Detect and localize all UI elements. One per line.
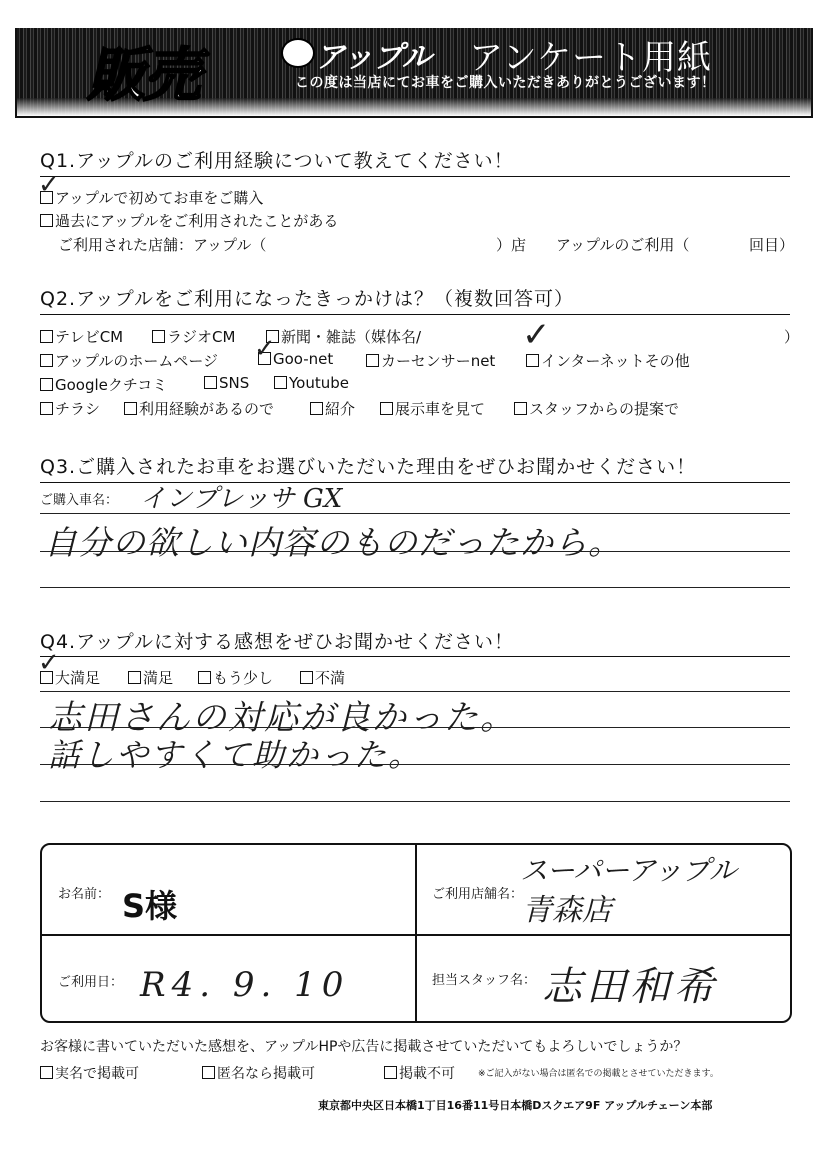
banner-title: アンケート用紙 <box>469 38 712 78</box>
checkbox-icon[interactable] <box>128 671 141 684</box>
date-value: R4. 9. 10 <box>140 965 350 1005</box>
customer-info-table <box>40 843 792 1023</box>
q1-option-first-purchase[interactable]: アップルで初めてお車をご購入 <box>40 187 263 208</box>
q4-rule <box>40 656 790 657</box>
q2-rule <box>40 314 790 315</box>
store-value-line1: スーパーアップル <box>520 854 737 887</box>
q1-store-label: ご利用された店舗：アップル（ <box>58 236 267 254</box>
checkbox-icon[interactable] <box>300 671 313 684</box>
checkmark-icon: ✓ <box>522 315 551 355</box>
name-label: お名前： <box>58 887 111 902</box>
q4-option-very-satisfied[interactable]: 大満足 <box>40 667 100 688</box>
checkbox-icon[interactable] <box>198 671 211 684</box>
q1-title: Q1.アップルのご利用経験について教えてください！ <box>40 150 514 172</box>
checkbox-icon[interactable] <box>202 1066 215 1079</box>
checkbox-icon[interactable] <box>380 402 393 415</box>
checkmark-icon: ✓ <box>254 334 276 364</box>
checkmark-icon: ✓ <box>38 170 60 200</box>
q2-option-internet-other[interactable]: インターネットその他 <box>526 350 690 371</box>
q3-car-label: ご購入車名： <box>40 493 119 508</box>
q3-car-value: インプレッサ GX <box>140 484 343 514</box>
publish-note: ※ご記入がない場合は匿名での掲載とさせていただきます。 <box>478 1069 719 1079</box>
q2-option-used-before[interactable]: 利用経験があるので <box>124 398 274 419</box>
checkbox-icon[interactable] <box>514 402 527 415</box>
q2-option-referral[interactable]: 紹介 <box>310 398 355 419</box>
date-label: ご利用日： <box>58 975 124 990</box>
checkbox-icon[interactable] <box>40 378 53 391</box>
q2-option-google-reviews[interactable]: Googleクチコミ <box>40 374 167 395</box>
q3-answer: 自分の欲しい内容のものだったから。 <box>44 523 622 562</box>
checkbox-icon[interactable] <box>40 1066 53 1079</box>
q2-option-display-car[interactable]: 展示車を見て <box>380 398 485 419</box>
q4-answer-line2: 話しやすくて助かった。 <box>48 736 423 774</box>
q2-option-staff-suggestion[interactable]: スタッフからの提案で <box>514 398 679 419</box>
checkbox-icon[interactable] <box>40 354 53 367</box>
q2-option-homepage[interactable]: アップルのホームページ <box>40 350 218 371</box>
q1-usage-label: アップルのご利用（ <box>556 236 690 254</box>
staff-label: 担当スタッフ名： <box>432 973 537 988</box>
header-banner <box>15 28 813 118</box>
q2-paren-close: ） <box>784 328 800 346</box>
q1-option-used-before[interactable]: 過去にアップルをご利用されたことがある <box>40 210 338 231</box>
apple-logo-icon <box>281 38 315 68</box>
publish-not-allowed[interactable]: 掲載不可 <box>384 1063 455 1083</box>
q4-title: Q4.アップルに対する感想をぜひお聞かせください！ <box>40 631 514 653</box>
publish-permission-question: お客様に書いていただいた感想を、アップルHPや広告に掲載させていただいてもよろしいでしょうか？ <box>40 1039 688 1055</box>
q2-option-radiocm[interactable]: ラジオCM <box>152 326 235 347</box>
q2-option-tvcm[interactable]: テレビCM <box>40 326 123 347</box>
q1-usage-suffix: 回目） <box>749 236 795 254</box>
q2-option-sns[interactable]: SNS <box>204 374 249 392</box>
q3-title: Q3.ご購入されたお車をお選びいただいた理由をぜひお聞かせください！ <box>40 456 697 478</box>
q2-option-flyer[interactable]: チラシ <box>40 398 100 419</box>
checkbox-icon[interactable] <box>40 330 53 343</box>
checkbox-icon[interactable] <box>204 376 217 389</box>
staff-value: 志田和希 <box>542 964 718 1010</box>
checkbox-icon[interactable] <box>310 402 323 415</box>
store-value-line2: 青森店 <box>522 893 612 928</box>
company-address: 東京都中央区日本橋1丁目16番11号日本橋Dスクエア9F アップルチェーン本部 <box>318 1099 713 1112</box>
checkbox-icon[interactable] <box>384 1066 397 1079</box>
banner-hanbai: 販売 <box>87 41 200 109</box>
q2-option-carsensor[interactable]: カーセンサーnet <box>366 350 495 371</box>
q1-store-suffix: ）店 <box>496 236 527 254</box>
checkbox-icon[interactable] <box>366 354 379 367</box>
q4-option-satisfied[interactable]: 満足 <box>128 667 173 688</box>
name-value: S様 <box>122 887 178 925</box>
publish-anonymous[interactable]: 匿名なら掲載可 <box>202 1063 315 1083</box>
q4-option-could-improve[interactable]: もう少し <box>198 667 273 688</box>
q1-rule <box>40 176 790 177</box>
banner-logo: アップル <box>315 40 432 75</box>
q2-option-youtube[interactable]: Youtube <box>274 374 349 392</box>
q2-option-newspaper[interactable]: 新聞・雑誌（媒体名/ <box>266 326 421 347</box>
checkbox-icon[interactable] <box>40 402 53 415</box>
checkmark-icon: ✓ <box>38 648 60 678</box>
q4-option-dissatisfied[interactable]: 不満 <box>300 667 345 688</box>
banner-subtitle: この度は当店にてお車をご購入いただきありがとうございます！ <box>295 75 716 91</box>
store-label: ご利用店舗名： <box>432 887 524 902</box>
checkbox-icon[interactable] <box>526 354 539 367</box>
q2-title: Q2.アップルをご利用になったきっかけは？（複数回答可） <box>40 288 574 310</box>
checkbox-icon[interactable] <box>152 330 165 343</box>
checkbox-icon[interactable] <box>124 402 137 415</box>
publish-real-name[interactable]: 実名で掲載可 <box>40 1063 139 1083</box>
checkbox-icon[interactable] <box>40 214 53 227</box>
q2-option-goonet[interactable]: Goo-net <box>258 350 333 368</box>
q4-answer-line1: 志田さんの対応が良かった。 <box>48 698 516 738</box>
checkbox-icon[interactable] <box>274 376 287 389</box>
